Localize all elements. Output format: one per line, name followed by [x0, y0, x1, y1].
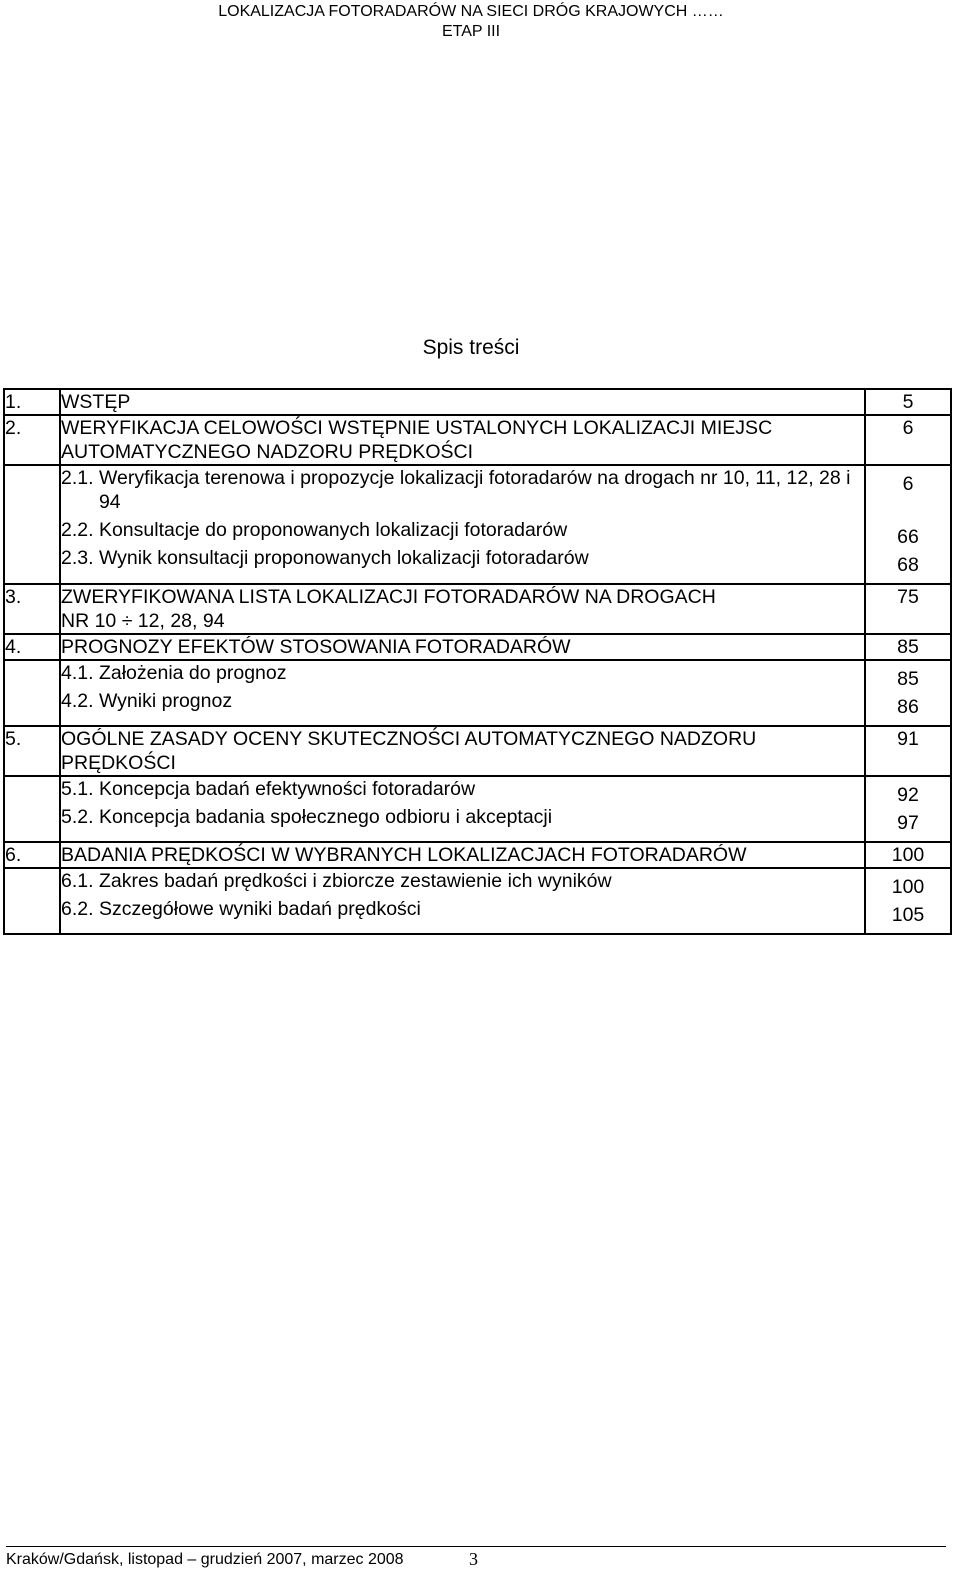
page-number: 66 — [897, 526, 919, 548]
toc-row-6-subs — [4, 868, 951, 934]
toc-code: 2.2. — [61, 519, 99, 541]
toc-number-empty — [4, 660, 60, 726]
page-number: 6 — [902, 473, 914, 495]
page-number: 91 — [897, 728, 919, 750]
toc-row-6 — [4, 842, 951, 868]
page-number: 92 — [897, 784, 919, 806]
toc-label: Weryfikacja terenowa i propozycje lokalizacji fotoradarów na drogach nr 10, 11, 12, 28 i 94 — [98, 467, 851, 513]
toc-row-1 — [4, 389, 951, 415]
toc-entry-5[interactable] — [60, 726, 865, 776]
toc-label: Wynik konsultacji proponowanych lokalizacji fotoradarów — [98, 547, 589, 569]
page-number: 85 — [897, 668, 919, 690]
toc-entry-1[interactable] — [60, 389, 865, 415]
toc-page-5 — [865, 726, 951, 776]
toc-entry-6[interactable] — [60, 842, 865, 868]
toc-entry-6-1[interactable] — [61, 869, 864, 893]
toc-entry-2-2[interactable] — [61, 518, 864, 542]
toc-page-2 — [865, 415, 951, 465]
toc-entry-6-2[interactable] — [61, 897, 864, 921]
toc-entry-2-1[interactable] — [61, 466, 864, 514]
toc-number-5: 5. — [4, 726, 60, 776]
toc-number-4: 4. — [4, 634, 60, 660]
toc-label: Konsultacje do proponowanych lokalizacji fotoradarów — [98, 519, 568, 541]
page-number: 97 — [897, 812, 919, 834]
toc-pages-2 — [865, 465, 951, 584]
page-number: 6 — [902, 417, 914, 439]
toc-label: Szczegółowe wyniki badań prędkości — [98, 898, 421, 920]
page-number: 85 — [897, 636, 919, 658]
toc-subentries-6 — [60, 868, 865, 934]
toc-title: Spis treści — [422, 336, 520, 359]
toc-label-2: WERYFIKACJA CELOWOŚCI WSTĘPNIE USTALONYCH LOKALIZACJI MIEJSC AUTOMATYCZNEGO NADZORU PRĘDKOŚCI — [61, 417, 773, 463]
page-number: 68 — [897, 554, 919, 576]
toc-row-3 — [4, 584, 951, 634]
toc-code: 4.1. — [61, 662, 99, 684]
toc-label-3-line1: ZWERYFIKOWANA LISTA LOKALIZACJI FOTORADARÓW NA DROGACH — [61, 586, 716, 608]
toc-code: 5.1. — [61, 778, 99, 800]
toc-label: Koncepcja badania społecznego odbioru i akceptacji — [98, 806, 553, 828]
toc-subentries-2 — [60, 465, 865, 584]
table-of-contents — [3, 388, 952, 935]
page-number: 100 — [891, 876, 925, 898]
toc-entry-4[interactable] — [60, 634, 865, 660]
toc-code: 4.2. — [61, 690, 99, 712]
toc-label: Koncepcja badań efektywności fotoradarów — [98, 778, 476, 800]
toc-row-5-subs — [4, 776, 951, 842]
toc-entry-4-1[interactable] — [61, 661, 864, 685]
toc-label: Wyniki prognoz — [98, 690, 233, 712]
toc-label-4: PROGNOZY EFEKTÓW STOSOWANIA FOTORADARÓW — [61, 636, 571, 658]
toc-code: 2.3. — [61, 547, 99, 569]
toc-label: Założenia do prognoz — [98, 662, 287, 684]
toc-subentries-4 — [60, 660, 865, 726]
page-number: 100 — [891, 844, 925, 866]
page-footer — [6, 1546, 946, 1569]
toc-pages-5 — [865, 776, 951, 842]
toc-entry-2[interactable] — [60, 415, 865, 465]
toc-code: 6.1. — [61, 870, 99, 892]
toc-row-4-subs — [4, 660, 951, 726]
toc-page-4 — [865, 634, 951, 660]
toc-code: 5.2. — [61, 806, 99, 828]
toc-pages-4 — [865, 660, 951, 726]
toc-label-6: BADANIA PRĘDKOŚCI W WYBRANYCH LOKALIZACJACH FOTORADARÓW — [61, 844, 747, 866]
toc-page-1 — [865, 389, 951, 415]
page-number: 86 — [897, 696, 919, 718]
toc-code: 6.2. — [61, 898, 99, 920]
toc-number-empty — [4, 868, 60, 934]
toc-number-empty — [4, 465, 60, 584]
page-number: 5 — [902, 391, 914, 413]
toc-number-2: 2. — [4, 415, 60, 465]
toc-label: Zakres badań prędkości i zbiorcze zestawienie ich wyników — [98, 870, 612, 892]
toc-row-4 — [4, 634, 951, 660]
toc-pages-6 — [865, 868, 951, 934]
toc-row-2-subs — [4, 465, 951, 584]
page-number: 75 — [897, 586, 919, 608]
footer-page-number: 3 — [469, 1549, 478, 1569]
toc-page-6 — [865, 842, 951, 868]
toc-entry-4-2[interactable] — [61, 689, 864, 713]
toc-number-3: 3. — [4, 584, 60, 634]
toc-label-3-line2: NR 10 ÷ 12, 28, 94 — [61, 610, 225, 632]
toc-number-empty — [4, 776, 60, 842]
toc-row-5 — [4, 726, 951, 776]
toc-label-5: OGÓLNE ZASADY OCENY SKUTECZNOŚCI AUTOMATYCZNEGO NADZORU PRĘDKOŚCI — [61, 728, 757, 774]
toc-entry-5-2[interactable] — [61, 805, 864, 829]
toc-number-6: 6. — [4, 842, 60, 868]
footer-text: Kraków/Gdańsk, listopad – grudzień 2007, marzec 2008 — [6, 1551, 404, 1568]
page-number: 105 — [891, 904, 925, 926]
toc-entry-2-3[interactable] — [61, 546, 864, 570]
toc-entry-3[interactable] — [60, 584, 865, 634]
toc-subentries-5 — [60, 776, 865, 842]
header-title: LOKALIZACJA FOTORADARÓW NA SIECI DRÓG KRAJOWYCH …… — [218, 3, 724, 20]
toc-row-2 — [4, 415, 951, 465]
toc-number-1: 1. — [4, 389, 60, 415]
page-header — [0, 2, 942, 42]
header-stage: ETAP III — [441, 23, 501, 40]
toc-label-1: WSTĘP — [61, 391, 131, 413]
toc-page-3 — [865, 584, 951, 634]
toc-entry-5-1[interactable] — [61, 777, 864, 801]
toc-code: 2.1. — [61, 467, 99, 489]
